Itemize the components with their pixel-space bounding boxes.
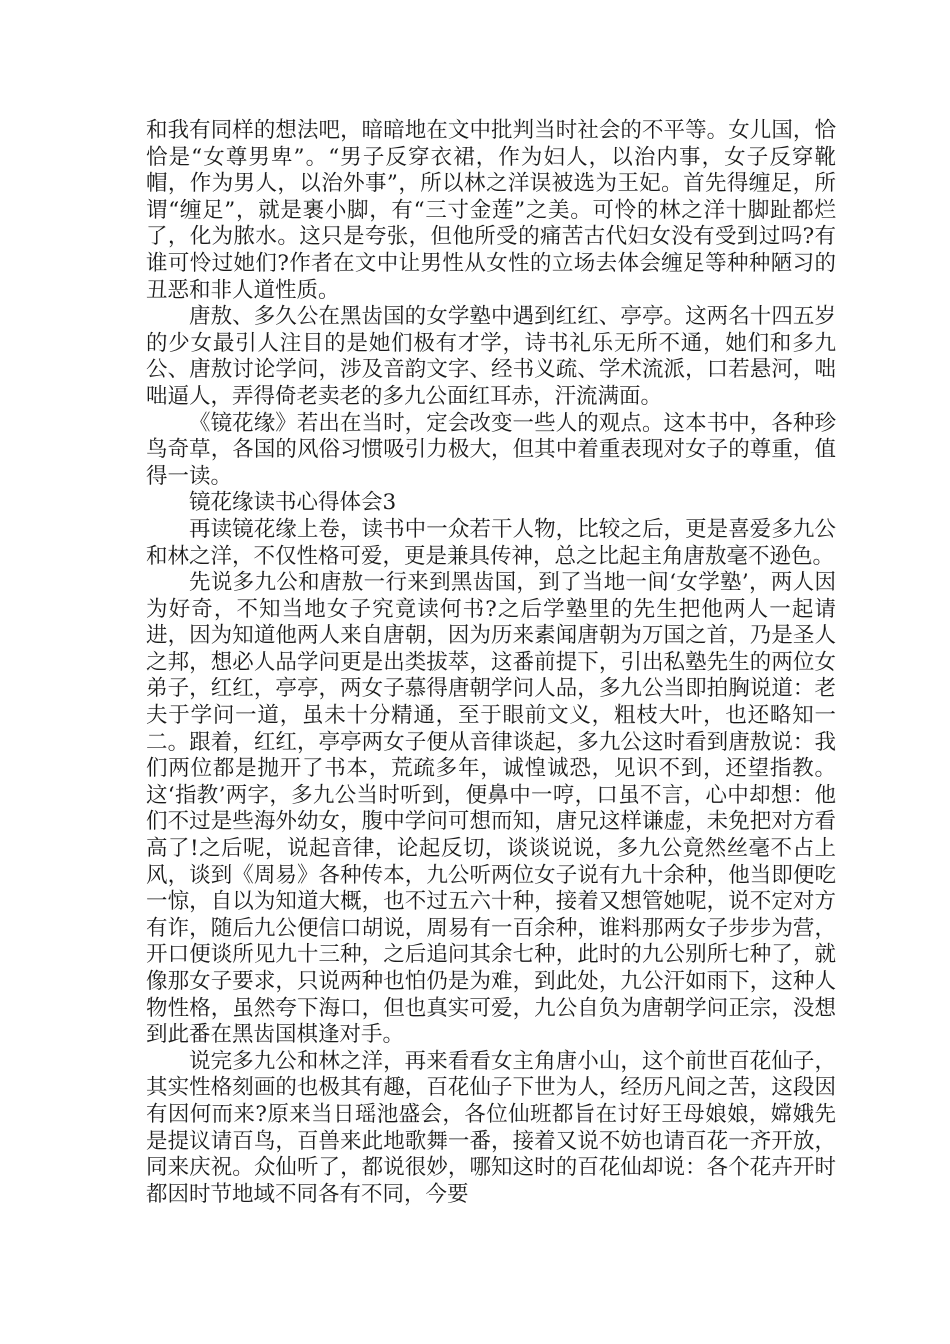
paragraph-6: 说完多九公和林之洋，再来看看女主角唐小山，这个前世百花仙子，其实性格刻画的也极其有趣，百花仙子下世为人，经历凡间之苦，这段因有因何而来?原来当日瑶池盛会，各位仙班都旨在讨好王母娘娘，嫦娥先是提议请百鸟，百兽来此地歌舞一番，接着又说不妨也请百花一齐开放，同来庆祝。众仙听了，都说很妙，哪知这时的百花仙却说：各个花卉开时都因时节地域不同各有不同，今要 <box>146 1048 836 1207</box>
paragraph-1: 和我有同样的想法吧，暗暗地在文中批判当时社会的不平等。女儿国，恰恰是“女尊男卑”。“男子反穿衣裙，作为妇人，以治内事，女子反穿靴帽，作为男人，以治外事”，所以林之洋误被选为王妃。首先得缠足，所谓“缠足”，就是裹小脚，有“三寸金莲”之美。可怜的林之洋十脚趾都烂了，化为脓水。这只是夸张，但他所受的痛苦古代妇女没有受到过吗?有谁可怜过她们?作者在文中让男性从女性的立场去体会缠足等种种陋习的丑恶和非人道性质。 <box>146 118 836 303</box>
paragraph-3: 《镜花缘》若出在当时，定会改变一些人的观点。这本书中，各种珍鸟奇草，各国的风俗习惯吸引力极大，但其中着重表现对女子的尊重，值得一读。 <box>146 410 836 489</box>
section-heading: 镜花缘读书心得体会3 <box>189 490 397 516</box>
paragraph-2: 唐敖、多久公在黑齿国的女学塾中遇到红红、亭亭。这两名十四五岁的少女最引人注目的是她们极有才学，诗书礼乐无所不通，她们和多九公、唐敖讨论学问，涉及音韵文字、经书义疏、学术流派，口若悬河，咄咄逼人，弄得倚老卖老的多九公面红耳赤，汗流满面。 <box>146 304 836 409</box>
document-page <box>146 118 836 1208</box>
paragraph-5: 先说多九公和唐敖一行来到黑齿国，到了当地一间‘女学塾’，两人因为好奇，不知当地女子究竟读何书?之后学塾里的先生把他两人一起请进，因为知道他两人来自唐朝，因为历来素闻唐朝为万国之首，乃是圣人之邦，想必人品学问更是出类拔萃，这番前提下，引出私塾先生的两位女弟子，红红，亭亭，两女子慕得唐朝学问人品，多九公当即拍胸说道：老夫于学问一道，虽未十分精通，至于眼前文义，粗枝大叶，也还略知一二。跟着，红红，亭亭两女子便从音律谈起，多九公这时看到唐敖说：我们两位都是抛开了书本，荒疏多年，诚惶诚恐，见识不到，还望指教。这‘指教’两字，多九公当时听到，便鼻中一哼，口虽不言，心中却想：他们不过是些海外幼女，腹中学问可想而知，唐兄这样谦虚，未免把对方看高了!之后呢，说起音律，论起反切，谈谈说说，多九公竟然丝毫不占上风，谈到《周易》各种传本，九公听两位女子说有九十余种，他当即便吃一惊，自以为知道大概，也不过五六十种，接着又想管她呢，说不定对方有诈，随后九公便信口胡说，周易有一百余种，谁料那两女子步步为营，开口便谈所见九十三种，之后追问其余七种，此时的九公别所七种了，就像那女子要求，只说两种也怕仍是为难，到此处，九公汗如雨下，这种人物性格，虽然夸下海口，但也真实可爱，九公自负为唐朝学问正宗，没想到此番在黑齿国棋逢对手。 <box>146 570 836 1048</box>
paragraph-4: 再读镜花缘上卷，读书中一众若干人物，比较之后，更是喜爱多九公和林之洋，不仅性格可爱，更是兼具传神，总之比起主角唐敖毫不逊色。 <box>146 516 836 569</box>
